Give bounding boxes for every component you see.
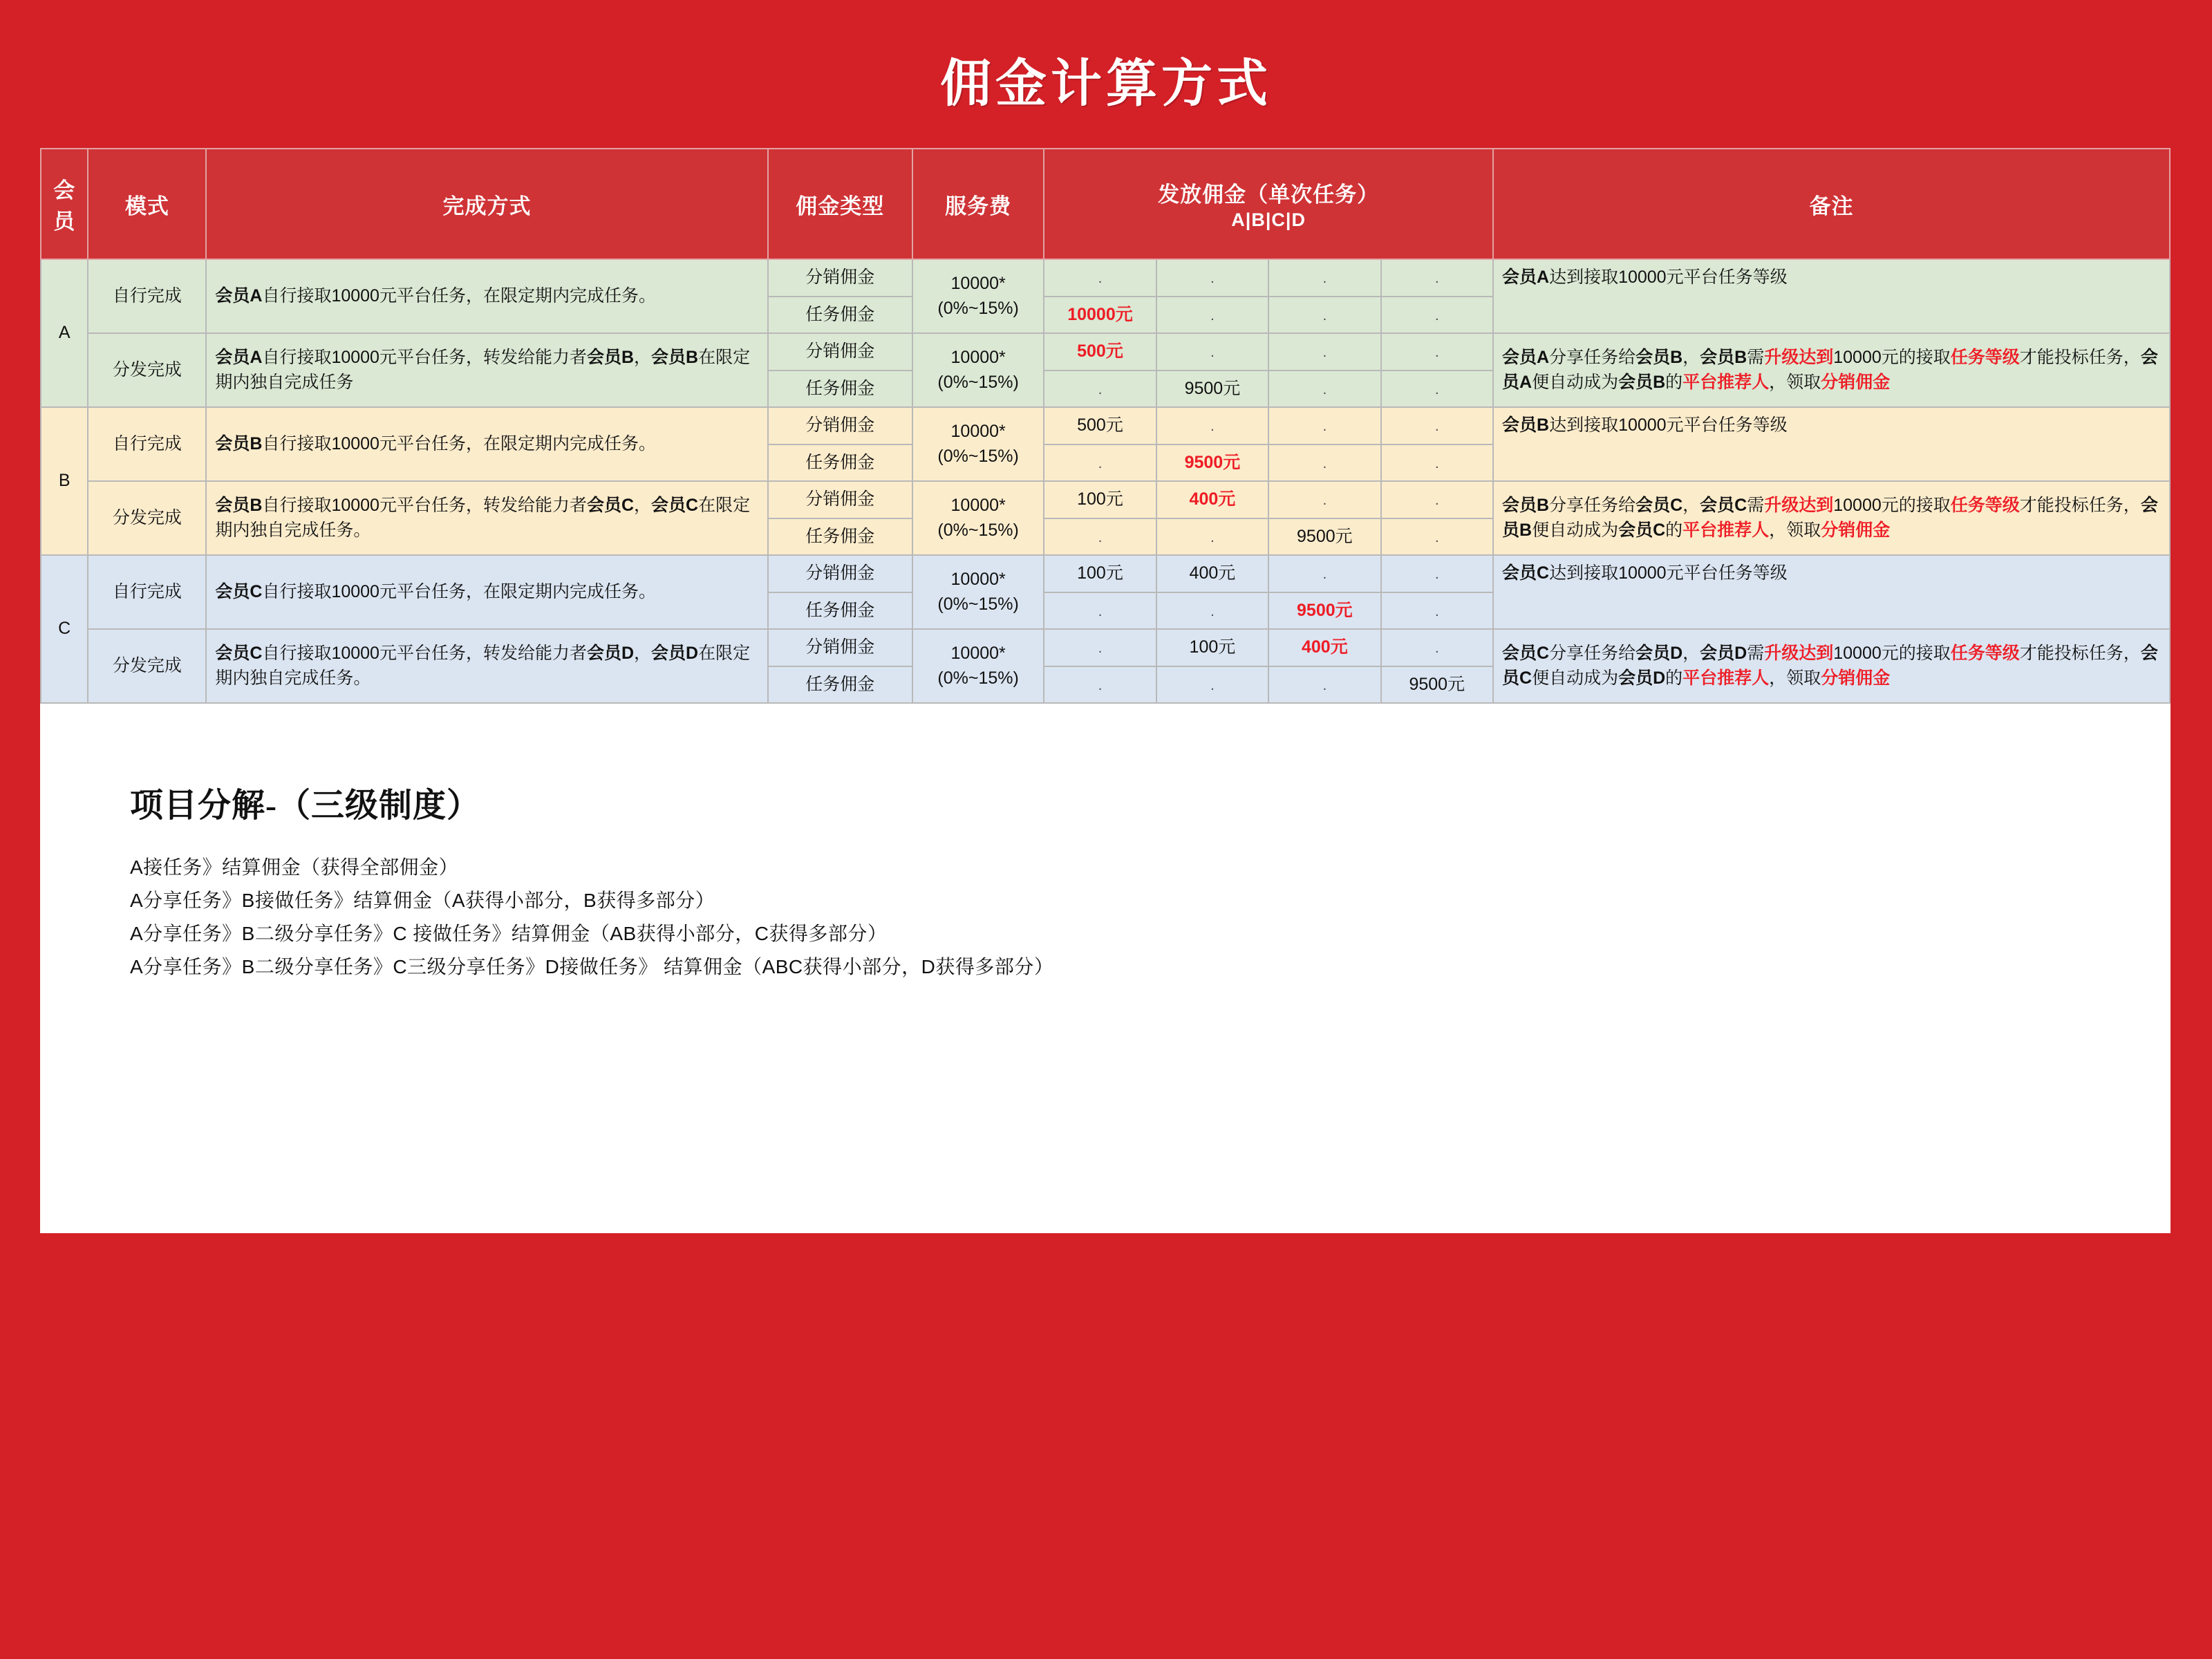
table-row — [41, 259, 2170, 297]
cell-mode: 分发完成 — [88, 481, 206, 555]
breakdown-line: A分享任务》B二级分享任务》C 接做任务》结算佣金（AB获得小部分，C获得多部分） — [130, 923, 888, 945]
cell-payout-b: 100元 — [1156, 629, 1268, 666]
cell-method: 会员C自行接取10000元平台任务，转发给能力者会员D，会员D在限定期内独自完成任务。 — [206, 629, 767, 703]
cell-payout-d: 9500元 — [1381, 666, 1493, 704]
cell-method: 会员A自行接取10000元平台任务，转发给能力者会员B，会员B在限定期内独自完成任务 — [206, 333, 767, 407]
cell-payout-c: . — [1268, 333, 1380, 371]
white-spacer — [40, 1026, 2171, 1233]
header-method: 完成方式 — [206, 149, 767, 259]
cell-service-fee: 10000* (0%~15%) — [912, 259, 1044, 333]
table-body — [41, 259, 2170, 703]
header-note: 备注 — [1493, 149, 2170, 259]
cell-payout-c: 400元 — [1268, 629, 1380, 666]
cell-payout-d: . — [1381, 297, 1493, 334]
cell-member: C — [41, 555, 88, 703]
cell-payout-b: . — [1156, 666, 1268, 704]
cell-payout-a: . — [1044, 259, 1156, 297]
cell-commission-type: 任务佣金 — [768, 518, 912, 556]
cell-payout-d: . — [1381, 259, 1493, 297]
table-row — [41, 481, 2170, 518]
cell-commission-type: 任务佣金 — [768, 371, 912, 408]
header-service-fee: 服务费 — [912, 149, 1044, 259]
commission-table — [40, 148, 2171, 704]
cell-mode: 分发完成 — [88, 333, 206, 407]
table-header-row — [41, 149, 2170, 259]
cell-payout-a: . — [1044, 629, 1156, 666]
breakdown-line: A分享任务》B二级分享任务》C三级分享任务》D接做任务》 结算佣金（ABC获得小部分，D获得多部分） — [130, 956, 1054, 978]
cell-payout-b: 400元 — [1156, 481, 1268, 518]
cell-method: 会员B自行接取10000元平台任务，转发给能力者会员C，会员C在限定期内独自完成任务。 — [206, 481, 767, 555]
cell-mode: 自行完成 — [88, 555, 206, 629]
cell-note: 会员C分享任务给会员D，会员D需升级达到10000元的接取任务等级才能投标任务，会员C便自动成为会员D的平台推荐人，领取分销佣金 — [1493, 629, 2170, 703]
breakdown-section — [40, 704, 2171, 1026]
cell-payout-d: . — [1381, 407, 1493, 444]
table-row — [41, 333, 2170, 371]
cell-payout-d: . — [1381, 592, 1493, 630]
cell-note: 会员B分享任务给会员C，会员C需升级达到10000元的接取任务等级才能投标任务，会员B便自动成为会员C的平台推荐人，领取分销佣金 — [1493, 481, 2170, 555]
cell-payout-b: 400元 — [1156, 555, 1268, 592]
cell-payout-c: . — [1268, 297, 1380, 334]
cell-note: 会员B达到接取10000元平台任务等级 — [1493, 407, 2170, 481]
cell-payout-c: . — [1268, 666, 1380, 704]
cell-payout-a: . — [1044, 371, 1156, 408]
cell-member: B — [41, 407, 88, 555]
cell-payout-a: 100元 — [1044, 481, 1156, 518]
cell-payout-d: . — [1381, 481, 1493, 518]
cell-payout-d: . — [1381, 555, 1493, 592]
cell-note: 会员A达到接取10000元平台任务等级 — [1493, 259, 2170, 333]
cell-payout-b: . — [1156, 407, 1268, 444]
breakdown-lines — [40, 851, 2171, 1026]
cell-payout-c: 9500元 — [1268, 518, 1380, 556]
cell-payout-a: . — [1044, 518, 1156, 556]
header-member: 会员 — [41, 149, 88, 259]
cell-method: 会员A自行接取10000元平台任务，在限定期内完成任务。 — [206, 259, 767, 333]
cell-service-fee: 10000* (0%~15%) — [912, 481, 1044, 555]
breakdown-line: A分享任务》B接做任务》结算佣金（A获得小部分，B获得多部分） — [130, 890, 715, 912]
cell-mode: 自行完成 — [88, 407, 206, 481]
header-payout-label: 发放佣金（单次任务） — [1158, 182, 1380, 207]
cell-commission-type: 分销佣金 — [768, 629, 912, 666]
cell-payout-b: 9500元 — [1156, 371, 1268, 408]
cell-payout-a: 10000元 — [1044, 297, 1156, 334]
cell-commission-type: 任务佣金 — [768, 666, 912, 704]
cell-commission-type: 任务佣金 — [768, 592, 912, 630]
cell-payout-b: . — [1156, 592, 1268, 630]
cell-note: 会员A分享任务给会员B，会员B需升级达到10000元的接取任务等级才能投标任务，会员A便自动成为会员B的平台推荐人，领取分销佣金 — [1493, 333, 2170, 407]
page-title: 佣金计算方式 — [940, 56, 1272, 113]
cell-payout-d: . — [1381, 444, 1493, 482]
cell-payout-c: . — [1268, 259, 1380, 297]
breakdown-title: 项目分解-（三级制度） — [130, 787, 480, 824]
cell-payout-c: . — [1268, 371, 1380, 408]
cell-payout-b: . — [1156, 518, 1268, 556]
cell-payout-d: . — [1381, 518, 1493, 556]
cell-payout-c: . — [1268, 444, 1380, 482]
header-payout — [1044, 149, 1493, 259]
cell-mode: 分发完成 — [88, 629, 206, 703]
cell-payout-c: . — [1268, 407, 1380, 444]
cell-mode: 自行完成 — [88, 259, 206, 333]
cell-method: 会员B自行接取10000元平台任务，在限定期内完成任务。 — [206, 407, 767, 481]
cell-method: 会员C自行接取10000元平台任务，在限定期内完成任务。 — [206, 555, 767, 629]
table-row — [41, 629, 2170, 666]
cell-member: A — [41, 259, 88, 407]
table-row — [41, 555, 2170, 592]
cell-commission-type: 任务佣金 — [768, 444, 912, 482]
cell-commission-type: 分销佣金 — [768, 481, 912, 518]
cell-commission-type: 分销佣金 — [768, 555, 912, 592]
cell-payout-a: . — [1044, 444, 1156, 482]
cell-payout-a: . — [1044, 666, 1156, 704]
header-commission-type: 佣金类型 — [768, 149, 912, 259]
cell-payout-b: . — [1156, 297, 1268, 334]
cell-service-fee: 10000* (0%~15%) — [912, 555, 1044, 629]
cell-payout-c: . — [1268, 481, 1380, 518]
header-payout-columns: A|B|C|D — [1231, 209, 1306, 230]
header-mode: 模式 — [88, 149, 206, 259]
cell-note: 会员C达到接取10000元平台任务等级 — [1493, 555, 2170, 629]
cell-payout-b: 9500元 — [1156, 444, 1268, 482]
cell-payout-a: 100元 — [1044, 555, 1156, 592]
cell-payout-c: . — [1268, 555, 1380, 592]
cell-commission-type: 分销佣金 — [768, 333, 912, 371]
cell-payout-a: 500元 — [1044, 407, 1156, 444]
cell-service-fee: 10000* (0%~15%) — [912, 407, 1044, 481]
cell-commission-type: 分销佣金 — [768, 259, 912, 297]
breakdown-line: A接任务》结算佣金（获得全部佣金） — [130, 856, 459, 878]
cell-payout-b: . — [1156, 333, 1268, 371]
cell-payout-a: . — [1044, 592, 1156, 630]
cell-payout-d: . — [1381, 333, 1493, 371]
cell-payout-c: 9500元 — [1268, 592, 1380, 630]
cell-payout-d: . — [1381, 629, 1493, 666]
table-row — [41, 407, 2170, 444]
cell-payout-d: . — [1381, 371, 1493, 408]
cell-payout-b: . — [1156, 259, 1268, 297]
cell-service-fee: 10000* (0%~15%) — [912, 629, 1044, 703]
cell-payout-a: 500元 — [1044, 333, 1156, 371]
cell-service-fee: 10000* (0%~15%) — [912, 333, 1044, 407]
cell-commission-type: 分销佣金 — [768, 407, 912, 444]
cell-commission-type: 任务佣金 — [768, 297, 912, 334]
